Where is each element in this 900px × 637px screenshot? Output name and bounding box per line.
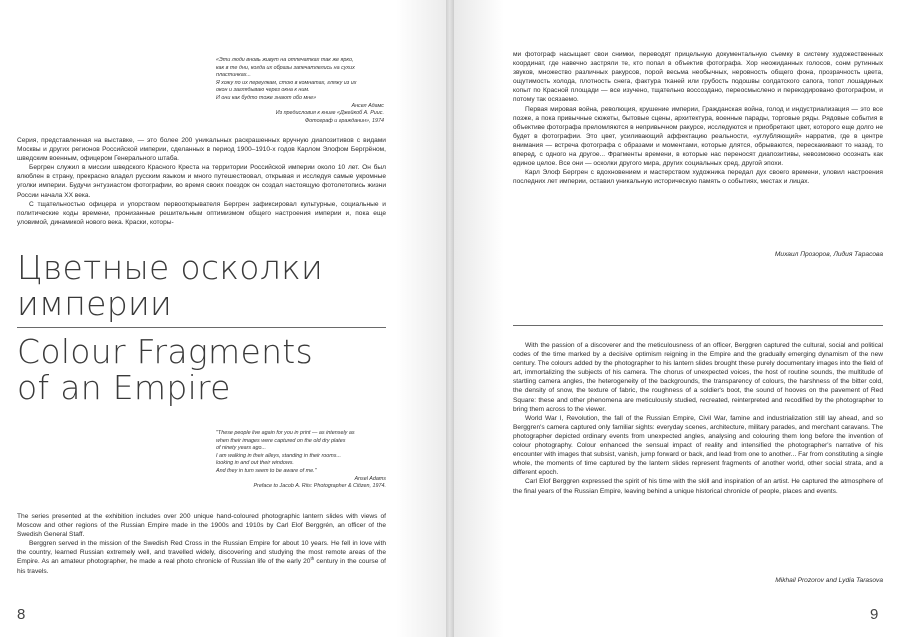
- epigraph-line: Я хожу по их переулкам, стою в комнатах, гляжу из их: [216, 79, 357, 86]
- title-line: Colour Fragments: [17, 332, 314, 371]
- epigraph-line: looking in and out their windows.: [216, 460, 294, 467]
- epigraph-line: when their images were captured on the old dry plates: [216, 437, 346, 444]
- paragraph: Бергрен служил в миссии шведского Красного Креста на территории Российской империи около 10 лет. Он был влюблен в страну, прекрасно владел русским языком и много путешествовал, открывая и исследуя самые укромные уголки империи. Будучи энтузиастом фотографии, во время своих поездок он создал настоящую фотолетопись жизни России начала XX века.: [17, 164, 386, 199]
- paragraph: The series presented at the exhibition includes over 200 unique hand-coloured photographic lantern slides with views of Moscow and other regions of the Russian Empire made in the 1900s and 1910s by Carl Elof Berggrén, an officer of the Swedish General Staff.: [17, 513, 386, 539]
- epigraph-line: «Эти люди вновь живут на отпечатках так же ярко,: [216, 57, 354, 63]
- paragraph: ми фотограф насыщает свои снимки, переводят прицельную документальную съемку в систему художественных координат, где навечно застряли те, кто попал в объектив фотографа. Хор неожиданных голосов, сонм рутинных звуков, множество различных ракурсов, порой весьма необычных, неровность общего фона, прозрачность цвета, ощутимость холода, плотность снега, фактура тканей или грубость подошвы солдатского сапога, топот лошадиных копыт по Красной площади — все изучено, тщательно воссоздано, переосмыслено и перекодировано фотографом, и потому так осязаемо.: [513, 51, 883, 104]
- paragraph: With the passion of a discoverer and the meticulousness of an officer, Berggren captured the cultural, social and political codes of the time marked by a decisive optimism reigning in the Empire and the gradually emerging dynamism of the new century. The colours added by the photographer to his lantern slides brought these purely documentary images into the field of art, immortalizing the subjects of his camera. The chorus of unexpected voices, the host of routine sounds, the multitude of startling camera angles, the heterogeneity of the backgrounds, the transparency of colours, the harshness of the bitter cold, the density of snow, the texture of fabric, the roughness of a soldier's boot, the sound of hooves on the pavement of Red Square: these and other phenomena are meticulously studied, recreated, reinterpreted and recodified by the photographer to bring them across to the viewer.: [513, 342, 883, 413]
- page-number: 8: [17, 606, 26, 623]
- paragraph: Carl Elof Berggren expressed the spirit of his time with the skill and inspiration of an artist. He captured the atmosphere of the final years of the Russian Empire, leaving behind a unique historical chronicle of people, places and events.: [513, 478, 883, 495]
- title-divider: [17, 327, 386, 328]
- title-line: of an Empire: [17, 368, 231, 407]
- epigraph-line: пластинках...: [216, 72, 251, 79]
- paragraph: Карл Элоф Бергрен с вдохновением и мастерством художника передал дух своего времени, уловил настроения последних лет империи, оставил уникальную историческую память о событиях, местах и лицах.: [513, 169, 883, 186]
- paragraph: Первая мировая война, революция, крушение империи, Гражданская война, голод и индустриализация — это все позже, а пока привычные сюжеты, бытовые сцены, архитектура, военные парады, торговые ряды. Рядовые события в объективе фотографа преломляются в непривычном ракурсе, исследуются и приобретают цвет, которого еще долго не будет в фотографии. Это цвет, усиливающий аффектацию реальности, «углубляющий» нарратив, где в центре внимания — встреча фотографа с образами и моментами, которые длятся, обрываются, перескакивают то назад, то вперед, с одного на другое... Фрагменты времени, в которые нас переносят диапозитивы, невозможно осознать как единое целое. Все они — осколки другого мира, других социальных сред, другой эпохи.: [513, 105, 883, 168]
- title-english: [17, 334, 313, 406]
- paragraph: [17, 539, 386, 575]
- title-line: империи: [17, 284, 173, 323]
- section-divider: [513, 325, 883, 326]
- epigraph-line: как в те дни, когда их образы запечатлелись на сухих: [216, 64, 355, 71]
- right-page: [450, 0, 900, 637]
- signature-russian: Михаил Прозоров, Лидия Тарасова: [774, 251, 883, 258]
- epigraph-line: And they in turn seem to be aware of me.": [216, 467, 317, 474]
- english-body-text: [17, 512, 386, 576]
- paragraph: С тщательностью офицера и упорством первооткрывателя Бергрен зафиксировал культурные, социальные и политические коды времени, пронизанные решительным оптимизмом общего настроения империи и, пока еще уловимой, динамикой нового века. Краски, которы-: [17, 200, 386, 226]
- paragraph-text: Berggren served in the mission of the Swedish Red Cross in the Russian Empire for about 10 years. He fell in love with the country, learned Russian extremely well, and travelled widely, discovering and studying the most remote areas of the Empire. As an amateur photographer, he made a real photo chronicle of Russian life of the early 20: [17, 540, 386, 566]
- paragraph: Серия, представленная на выставке, — это более 200 уникальных раскрашенных вручную диапозитивов с видами Москвы и других регионов Российской империи, сделанных в период 1900–1910-х годов Карлом Элофом Бергрёном, шведским военным, офицером Генерального штаба.: [17, 137, 386, 163]
- epigraph-author: Ansel Adams: [354, 475, 386, 482]
- epigraph-line: of ninety years ago...: [216, 445, 267, 452]
- paragraph: World War I, Revolution, the fall of the Russian Empire, Civil War, famine and industrialization still lay ahead, and so Berggren's camera captured only familiar sights: everyday scenes, architecture, military parades, and merchant caravans. The photographer depicted ordinary events from unexpected angles, analysing and colouring them long before the invention of colour photography. Colour enhanced the sensual impact of reality and intensified the photographer's narrative of his encounter with images that subsist, vanish, jump forward or back, and lead from one to another... Far from constituting a single whole, the moments of time captured by the lantern slides represent fragments of another world, other social strata, and a different epoch.: [513, 414, 883, 477]
- book-gutter: [446, 0, 454, 637]
- title-russian: [17, 250, 323, 322]
- signature-english: Mikhail Prozorov and Lydia Tarasova: [775, 577, 883, 584]
- title-line: Цветные осколки: [17, 248, 324, 287]
- epigraph-source: Из предисловия к книге «Джейкоб А. Риис.: [275, 110, 384, 117]
- russian-epigraph: [216, 57, 384, 125]
- epigraph-line: "These people live again for you in print — as intensely as: [216, 430, 355, 436]
- epigraph-line: I am walking in their alleys, standing in their rooms...: [216, 452, 341, 459]
- english-body-text-continued: [513, 341, 883, 496]
- russian-body-text: [17, 136, 386, 227]
- english-epigraph: [216, 430, 386, 491]
- ordinal-suffix: th: [310, 556, 315, 562]
- russian-body-text-continued: [513, 50, 883, 186]
- page-number: 9: [870, 606, 879, 623]
- paragraph-text: century in the course of his travels.: [17, 558, 386, 575]
- epigraph-source: Фотограф и гражданин», 1974: [304, 117, 384, 124]
- epigraph-source: Preface to Jacob A. Riis: Photographer & Citizen, 1974.: [253, 483, 386, 490]
- epigraph-line: И они как будто тоже знают обо мне»: [216, 94, 317, 101]
- epigraph-line: окон и заглядываю через окна к ним.: [216, 87, 310, 94]
- epigraph-author: Ансел Адамс: [351, 102, 384, 109]
